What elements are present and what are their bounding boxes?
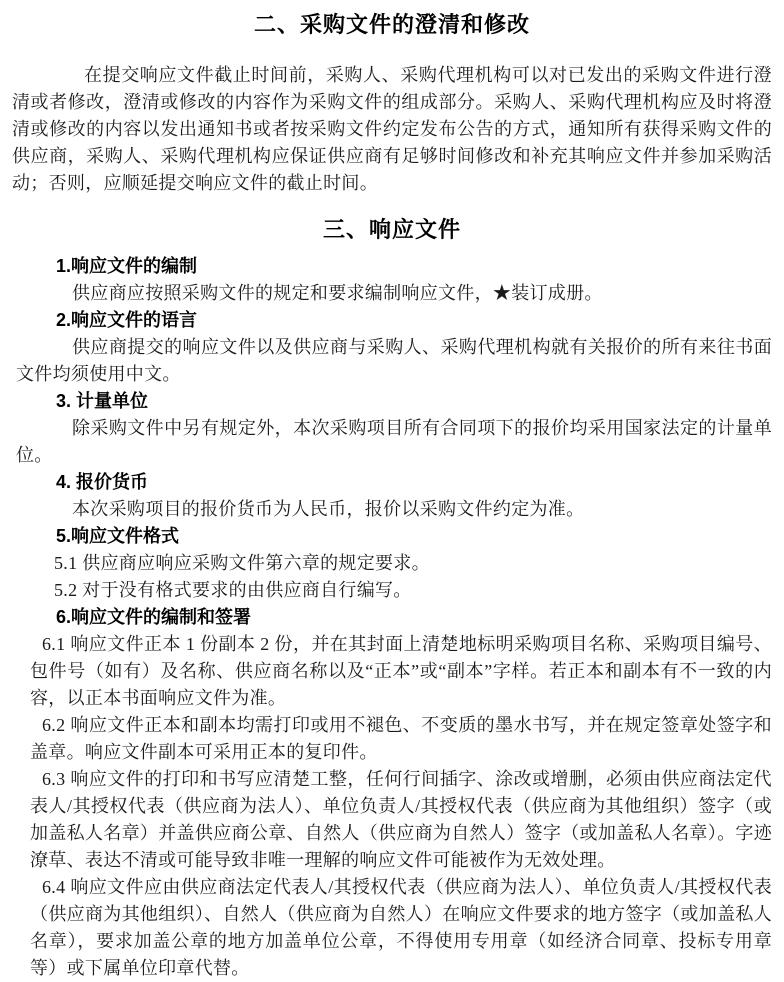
clause-body-2: 供应商提交的响应文件以及供应商与采购人、采购代理机构就有关报价的所有来往书面文件均须使用中文。 [16,337,772,384]
clause-heading-3: 3. 计量单位 [56,391,149,411]
response-clauses [12,253,772,982]
clause-body-3: 除采购文件中另有规定外，本次采购项目所有合同项下的报价均采用国家法定的计量单位。 [16,418,772,465]
clause-body-1: 供应商应按照采购文件的规定和要求编制响应文件，★装订成册。 [72,283,603,303]
subclause-6-4: 6.4 响应文件应由供应商法定代表人/其授权代表（供应商为法人）、单位负责人/其授权代表（供应商为其他组织）、自然人（供应商为自然人）在响应文件要求的地方签字（或加盖私人名章），要求加盖公章的地方加盖单位公章，不得使用专用章（如经济合同章、投标专用章等）或下属单位印章代替。 [30,877,772,978]
clarification-paragraph: 在提交响应文件截止时间前，采购人、采购代理机构可以对已发出的采购文件进行澄清或者修改，澄清或修改的内容作为采购文件的组成部分。采购人、采购代理机构应及时将澄清或修改的内容以发出通知书或者按采购文件约定发布公告的方式，通知所有获得采购文件的供应商，采购人、采购代理机构应保证供应商有足够时间修改和补充其响应文件并参加采购活动；否则，应顺延提交响应文件的截止时间。 [12,65,772,193]
subclause-6-1: 6.1 响应文件正本 1 份副本 2 份，并在其封面上清楚地标明采购项目名称、采购项目编号、包件号（如有）及名称、供应商名称以及“正本”或“副本”字样。若正本和副本有不一致的内容，以正本书面响应文件为准。 [30,634,772,708]
subclause-6-2: 6.2 响应文件正本和副本均需打印或用不褪色、不变质的墨水书写，并在规定签章处签字和盖章。响应文件副本可采用正本的复印件。 [30,715,772,762]
subclause-5-2: 5.2 对于没有格式要求的由供应商自行编写。 [54,580,412,600]
subclause-5-1: 5.1 供应商应响应采购文件第六章的规定要求。 [54,553,430,573]
subclause-6-3: 6.3 响应文件的打印和书写应清楚工整，任何行间插字、涂改或增删，必须由供应商法定代表人/其授权代表（供应商为法人）、单位负责人/其授权代表（供应商为其他组织）签字（或加盖私人名章）并盖供应商公章、自然人（供应商为自然人）签字（或加盖私人名章）。字迹潦草、表达不清或可能导致非唯一理解的响应文件可能被作为无效处理。 [30,769,772,870]
clause-heading-6: 6.响应文件的编制和签署 [56,607,252,627]
clause-heading-2: 2.响应文件的语言 [56,310,198,330]
clause-heading-5: 5.响应文件格式 [56,526,180,546]
section-title-response: 三、响应文件 [322,217,461,242]
clause-heading-1: 1.响应文件的编制 [56,256,198,276]
clause-body-4: 本次采购项目的报价货币为人民币，报价以采购文件约定为准。 [72,499,585,519]
section-title-clarification: 二、采购文件的澄清和修改 [253,12,530,37]
clause-heading-4: 4. 报价货币 [56,472,149,492]
